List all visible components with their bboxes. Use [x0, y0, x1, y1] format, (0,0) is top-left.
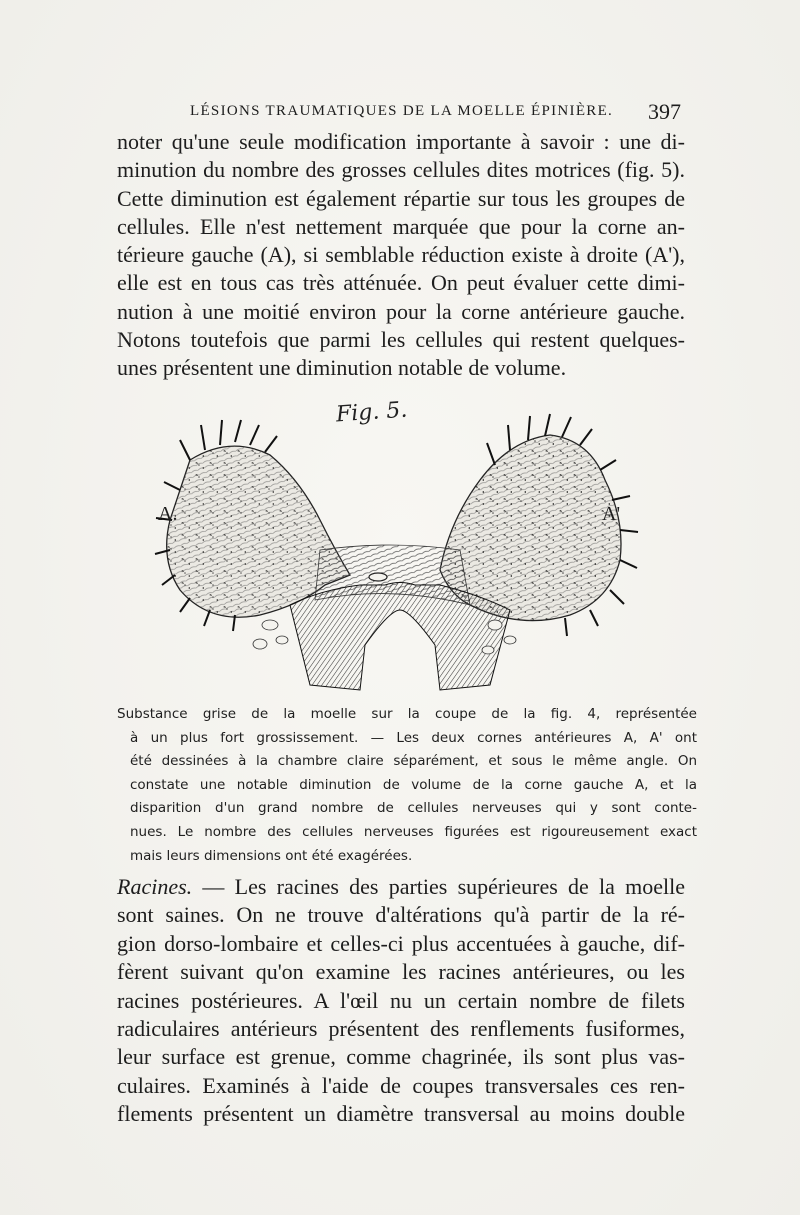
- paragraph-1-line: Cette diminution est également répartie sur tous les groupes de: [117, 185, 685, 211]
- figure-label-left-horn: A.: [158, 503, 178, 525]
- figure-label-right-horn: A': [602, 503, 621, 525]
- caption-line: à un plus fort grossissement. — Les deux cornes antérieures A, A' ont: [130, 729, 697, 746]
- figure-caption: [117, 703, 697, 868]
- central-canal: [369, 573, 387, 581]
- paragraph-2-line: radiculaires antérieurs présentent des renflements fusiformes,: [117, 1016, 685, 1042]
- caption-line: mais leurs dimensions ont été exagérées.: [130, 847, 413, 864]
- paragraph-2-line: sont saines. On ne trouve d'altérations qu'à partir de la ré-: [117, 902, 685, 928]
- paragraph-2-line: gion dorso-lombaire et celles-ci plus accentuées à gauche, dif-: [117, 930, 685, 956]
- caption-line: disparition d'un grand nombre de cellules nerveuses qui y sont conte-: [130, 800, 697, 817]
- paragraph-2-first-line: — Les racines des parties supérieures de la moelle: [192, 874, 685, 899]
- paragraph-1-line: térieure gauche (A), si semblable réduction existe à droite (A'),: [117, 242, 685, 268]
- figure-label: Fig. 5.: [335, 397, 409, 428]
- paragraph-1-line: unes présentent une diminution notable de volume.: [117, 355, 567, 381]
- caption-line: Substance grise de la moelle sur la coupe de la fig. 4, représentée: [117, 706, 697, 722]
- paragraph-2-line: [117, 873, 685, 901]
- paragraph-1-line: Notons toutefois que parmi les cellules qui restent quelques-: [117, 327, 685, 353]
- figure-spinal-gray-matter: [150, 397, 650, 700]
- running-title: LÉSIONS TRAUMATIQUES DE LA MOELLE ÉPINIÈRE.: [190, 103, 614, 119]
- paragraph-2-line: racines postérieures. A l'œil nu un certain nombre de filets: [117, 987, 685, 1013]
- paragraph-2-line: leur surface est grenue, comme chagrinée, ils sont plus vas-: [117, 1044, 685, 1070]
- paragraph-1-line: elle est en tous cas très atténuée. On peut évaluer cette dimi-: [117, 270, 685, 296]
- racines-heading: Racines.: [117, 874, 193, 899]
- posterior-gray-region: [290, 583, 510, 691]
- paragraph-2-line: flements présentent un diamètre transversal au moins double: [117, 1101, 685, 1127]
- caption-line: nues. Le nombre des cellules nerveuses figurées est rigoureusement exact: [130, 823, 697, 840]
- caption-line: constate une notable diminution de volume de la corne gauche A, et la: [130, 776, 697, 793]
- paragraph-2-line: fèrent suivant qu'on examine les racines antérieures, ou les: [117, 959, 685, 985]
- running-head: [0, 99, 800, 127]
- paragraph-1-line: noter qu'une seule modification importante à savoir : une di-: [117, 129, 685, 154]
- paragraph-2-line: culaires. Examinés à l'aide de coupes transversales ces ren-: [117, 1072, 685, 1098]
- paragraph-1-line: cellules. Elle n'est nettement marquée que pour la corne an-: [117, 213, 685, 239]
- paragraph-1-line: nution à une moitié environ pour la corne antérieure gauche.: [117, 298, 685, 324]
- caption-line: été dessinées à la chambre claire séparément, et sous le même angle. On: [130, 753, 697, 770]
- spinal-cord-section-illustration: [150, 397, 650, 700]
- paragraph-1: [117, 128, 685, 383]
- page-number: 397: [648, 99, 681, 124]
- paragraph-1-line: minution du nombre des grosses cellules dites motrices (fig. 5).: [117, 157, 685, 183]
- paragraph-racines: [117, 873, 685, 1129]
